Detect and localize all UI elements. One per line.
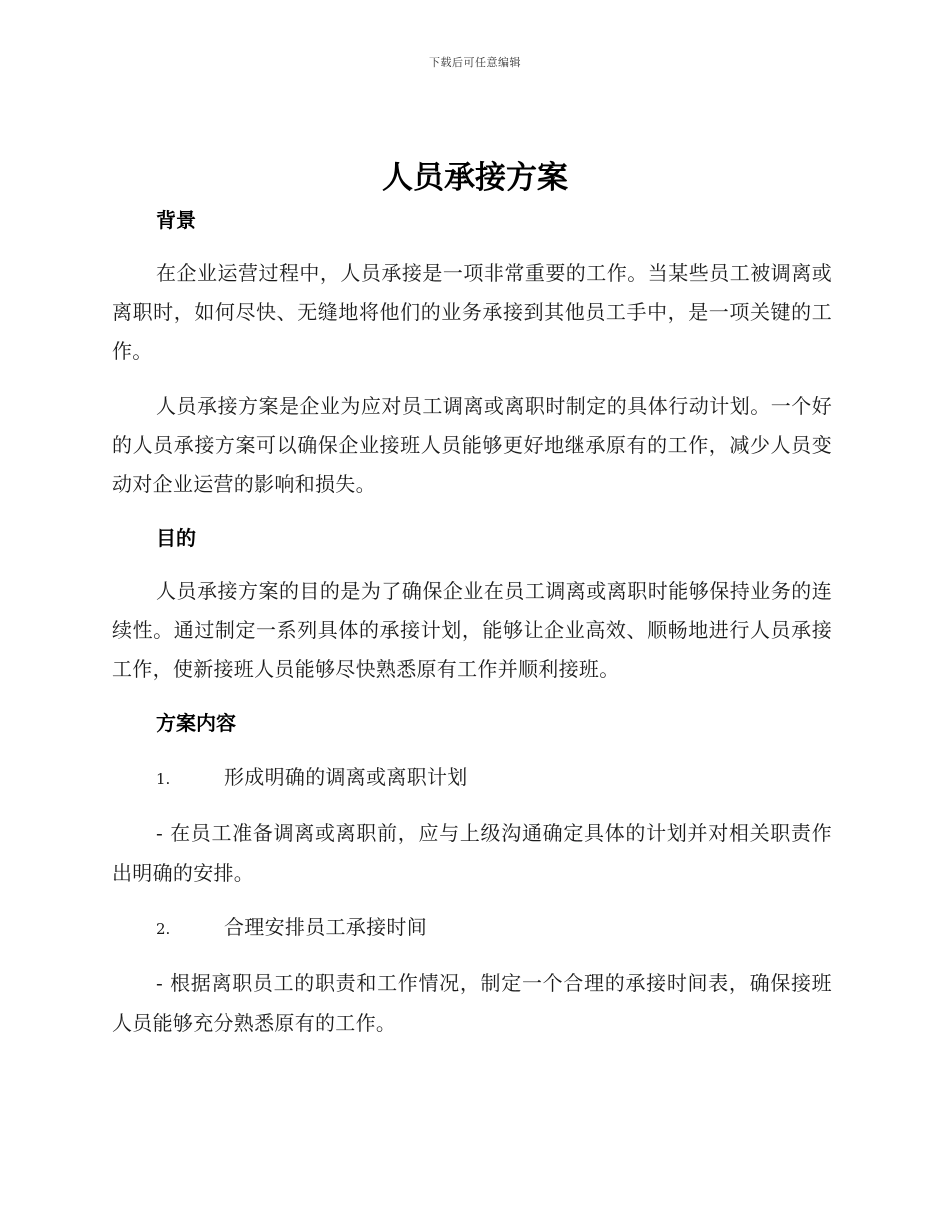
list-item-number: 2. [156,920,171,938]
section-heading-background: 背景 [156,208,196,232]
page-header-note: 下载后可任意编辑 [429,56,521,69]
list-item-detail-2: - 根据离职员工的职责和工作情况，制定一个合理的承接时间表，确保接班人员能够充分熟悉原有的工作。 [112,971,832,1035]
purpose-paragraph-1: 人员承接方案的目的是为了确保企业在员工调离或离职时能够保持业务的连续性。通过制定一系列具体的承接计划，能够让企业高效、顺畅地进行人员承接工作，使新接班人员能够尽快熟悉原有工作并顺利接班。 [112,579,832,681]
content-list-item-2 [112,907,832,949]
content-list-item-1 [112,757,832,799]
document-title: 人员承接方案 [382,160,568,196]
background-paragraph-1: 在企业运营过程中，人员承接是一项非常重要的工作。当某些员工被调离或离职时，如何尽快、无缝地将他们的业务承接到其他员工手中，是一项关键的工作。 [112,261,832,363]
list-item-title: 合理安排员工承接时间 [224,915,427,939]
list-item-title: 形成明确的调离或离职计划 [224,765,468,789]
section-heading-purpose: 目的 [156,526,196,550]
list-item-number: 1. [156,770,171,788]
section-heading-content: 方案内容 [156,711,236,735]
list-item-detail-1: - 在员工准备调离或离职前，应与上级沟通确定具体的计划并对相关职责作出明确的安排。 [112,821,832,885]
document-body [112,200,832,1043]
background-paragraph-2: 人员承接方案是企业为应对员工调离或离职时制定的具体行动计划。一个好的人员承接方案可以确保企业接班人员能够更好地继承原有的工作，减少人员变动对企业运营的影响和损失。 [112,394,832,496]
